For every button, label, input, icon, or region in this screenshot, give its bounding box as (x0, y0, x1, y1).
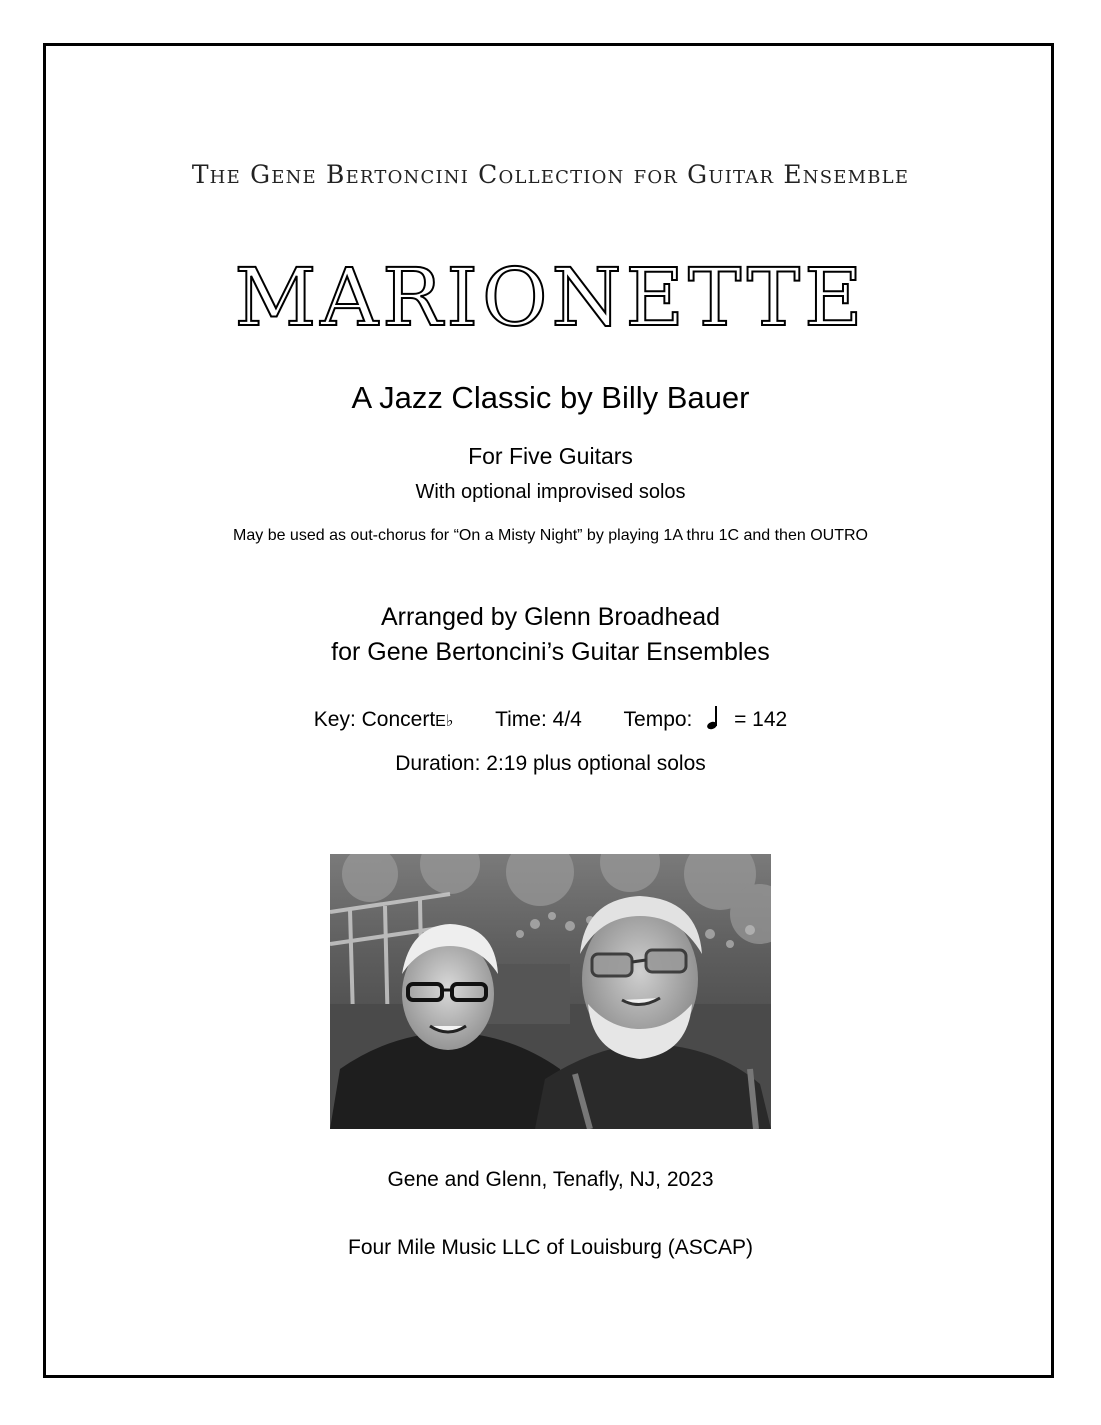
tempo-value: = 142 (734, 708, 788, 731)
tempo-label: Tempo: (623, 708, 693, 731)
music-specs (0, 704, 1101, 732)
collection-heading: The Gene Bertoncini Collection for Guitar Ensemble (191, 160, 910, 189)
instrumentation: For Five Guitars (468, 443, 633, 469)
song-title: MARIONETTE (234, 251, 867, 344)
arranger-credit (0, 600, 1101, 670)
publisher-credit: Four Mile Music LLC of Louisburg (ASCAP) (348, 1236, 753, 1259)
arranger-line-1: Arranged by Glenn Broadhead (380, 603, 721, 631)
usage-note: May be used as out-chorus for “On a Misty Night” by playing 1A thru 1C and then OUTRO (233, 527, 868, 544)
quarter-note-icon (704, 704, 726, 730)
photo-caption: Gene and Glenn, Tenafly, NJ, 2023 (387, 1168, 714, 1191)
duration: Duration: 2:19 plus optional solos (395, 752, 706, 775)
solos-note: With optional improvised solos (415, 481, 686, 503)
song-subtitle: A Jazz Classic by Billy Bauer (351, 380, 750, 415)
photo-gene-and-glenn (330, 854, 771, 1129)
key-label: Key: Concert (313, 708, 436, 731)
key-value: E♭ (435, 713, 454, 730)
arranger-line-2: for Gene Bertoncini’s Guitar Ensembles (331, 638, 770, 666)
time-signature: Time: 4/4 (495, 708, 582, 731)
